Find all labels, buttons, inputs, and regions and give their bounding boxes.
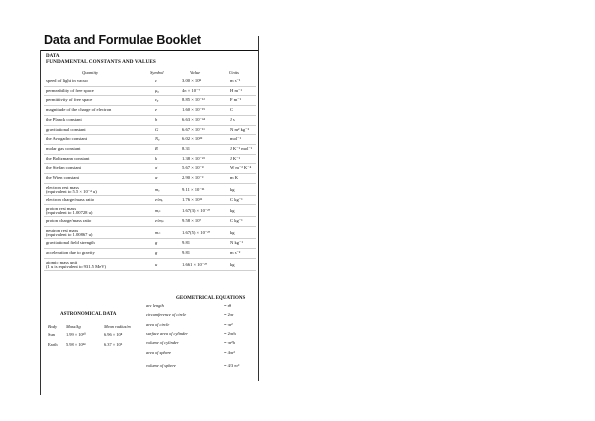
- constant-row: [44, 115, 256, 125]
- astronomical-row: [44, 342, 144, 351]
- constant-value: 4π × 10⁻⁷: [182, 87, 201, 93]
- constant-value: 9.58 × 10⁷: [182, 218, 202, 224]
- constant-row: [44, 173, 256, 183]
- constant-quantity: proton charge/mass ratio: [46, 218, 92, 224]
- constant-quantity: magnitude of the charge of electron: [46, 107, 112, 113]
- constant-symbol: Nₐ: [155, 136, 160, 142]
- constant-value: 8.31: [182, 145, 191, 151]
- constant-value: 1.67(3) × 10⁻²⁷: [182, 208, 211, 214]
- constant-quantity: speed of light in vacuo: [46, 78, 88, 83]
- constant-units: C kg⁻¹: [230, 196, 243, 202]
- constant-quantity: the Avogadro constant: [46, 136, 87, 142]
- constant-symbol: mₙ: [155, 230, 161, 236]
- constant-units: J s: [230, 116, 235, 122]
- constant-units: N kg⁻¹: [230, 240, 243, 246]
- constant-symbol: μ₀: [155, 87, 159, 93]
- column-header-units: Units: [229, 70, 239, 75]
- constant-symbol: α: [155, 175, 158, 180]
- constant-value: 9.81: [182, 240, 191, 246]
- geometrical-equation-row: [146, 331, 256, 339]
- constant-value: 1.60 × 10⁻¹⁹: [182, 107, 205, 113]
- constant-quantity: acceleration due to gravity: [46, 249, 95, 255]
- constant-quantity-note: (1 u is equivalent to 931.5 MeV): [46, 263, 107, 269]
- constant-quantity: electron rest mass: [46, 184, 79, 190]
- constant-units: W m⁻² K⁻⁴: [230, 165, 252, 171]
- astro-header-mass: Mass/kg: [66, 324, 81, 329]
- constant-symbol: e: [155, 107, 158, 113]
- constant-row: [44, 144, 256, 154]
- constant-symbol: g: [155, 249, 158, 255]
- constant-row: [44, 226, 256, 238]
- constant-symbol: c: [155, 78, 158, 83]
- constant-value: 6.63 × 10⁻³⁴: [182, 116, 205, 122]
- constant-value: 2.90 × 10⁻³: [182, 175, 204, 180]
- astro-radius: 6.96 × 10⁸: [104, 332, 123, 337]
- constant-quantity-note: (equivalent to 1.00728 u): [46, 210, 93, 216]
- constant-quantity: neutron rest mass: [46, 228, 79, 234]
- equation-name: surface area of cylinder: [146, 330, 188, 336]
- constant-value: 3.00 × 10⁸: [182, 78, 202, 83]
- astro-radius: 6.37 × 10⁶: [104, 342, 123, 347]
- page-title: Data and Formulae Booklet: [44, 33, 201, 47]
- constant-value: 6.67 × 10⁻¹¹: [182, 126, 205, 132]
- astronomical-row: [44, 332, 144, 341]
- constant-value: 8.85 × 10⁻¹²: [182, 97, 205, 103]
- constant-quantity: proton rest mass: [46, 206, 77, 212]
- astro-header-radius: Mean radius/m: [104, 324, 131, 329]
- constant-row: [44, 204, 256, 216]
- geometrical-equations-heading: GEOMETRICAL EQUATIONS: [176, 296, 246, 301]
- row-divider: [44, 270, 256, 271]
- equation-name: circumference of circle: [146, 312, 187, 318]
- constant-symbol: ε₀: [155, 97, 159, 103]
- constant-value: 1.661 × 10⁻²⁷: [182, 261, 208, 267]
- constant-units: kg: [230, 208, 235, 214]
- constant-row: [44, 216, 256, 226]
- constant-units: J K⁻¹ mol⁻¹: [230, 145, 253, 151]
- column-header-quantity: Quantity: [82, 70, 99, 75]
- geometrical-equation-row: [146, 340, 256, 348]
- constant-symbol: e/mₑ: [155, 196, 163, 202]
- column-header-symbol: Symbol: [150, 70, 164, 75]
- constant-symbol: e/mₚ: [155, 218, 164, 224]
- constant-quantity: atomic mass unit: [46, 259, 78, 265]
- constant-quantity-note: (equivalent to 1.00867 u): [46, 232, 93, 238]
- column-header-value: Value: [190, 70, 201, 75]
- constant-symbol: g: [155, 240, 158, 246]
- title-underline: [40, 50, 258, 51]
- constant-units: mol⁻¹: [230, 136, 241, 142]
- constant-row: [44, 238, 256, 248]
- constant-units: C: [230, 107, 234, 113]
- constant-symbol: R: [155, 145, 158, 151]
- page-right-border: [258, 36, 259, 381]
- constant-units: kg: [230, 230, 235, 236]
- section-heading-constants: FUNDAMENTAL CONSTANTS AND VALUES: [46, 59, 156, 65]
- astro-mass: 1.99 × 10³⁰: [66, 332, 86, 337]
- equation-name: arc length: [146, 303, 164, 308]
- constant-quantity: the Planck constant: [46, 116, 82, 122]
- page-left-border: [40, 50, 41, 395]
- constant-value: 6.02 × 10²³: [182, 136, 203, 142]
- constant-quantity: the Stefan constant: [46, 165, 81, 171]
- constant-units: m s⁻²: [230, 249, 241, 255]
- constant-row: [44, 125, 256, 135]
- astro-mass: 5.98 × 10²⁴: [66, 342, 86, 347]
- constant-value: 9.11 × 10⁻³¹: [182, 186, 205, 192]
- constant-units: kg: [230, 261, 235, 267]
- constant-value: 1.76 × 10¹¹: [182, 196, 203, 202]
- constant-row: [44, 154, 256, 164]
- constant-row: [44, 183, 256, 195]
- constant-value: 5.67 × 10⁻⁸: [182, 165, 204, 171]
- constant-value: 1.38 × 10⁻²³: [182, 155, 205, 161]
- equation-name: area of sphere: [146, 349, 172, 355]
- geometrical-equation-row: [146, 312, 256, 320]
- constant-row: [44, 248, 256, 258]
- constant-units: C kg⁻¹: [230, 218, 243, 224]
- constant-symbol: mₑ: [155, 186, 160, 192]
- geometrical-equation-row: [146, 322, 256, 330]
- equation-formula: = 2πrh: [224, 330, 236, 336]
- constant-units: m s⁻¹: [230, 78, 241, 83]
- equation-formula: = rθ: [224, 303, 232, 308]
- constant-units: m K: [230, 175, 239, 180]
- constant-quantity: electron charge/mass ratio: [46, 196, 95, 202]
- constant-row: [44, 105, 256, 115]
- constant-row: [44, 134, 256, 144]
- constant-symbol: mₚ: [155, 208, 161, 214]
- constant-quantity-note: (equivalent to 5.5 × 10⁻⁴ u): [46, 188, 97, 194]
- constant-quantity: gravitational field strength: [46, 240, 95, 246]
- constant-row: [44, 258, 256, 270]
- astronomical-data-heading: ASTRONOMICAL DATA: [60, 312, 117, 317]
- constant-units: F m⁻¹: [230, 97, 242, 103]
- equation-name: volume of sphere: [146, 362, 176, 368]
- constant-quantity: molar gas constant: [46, 145, 81, 151]
- astro-body: Sun: [48, 332, 55, 337]
- astro-header-body: Body: [48, 324, 58, 329]
- constant-symbol: σ: [155, 165, 158, 171]
- constant-units: N m² kg⁻²: [230, 126, 249, 132]
- constant-symbol: k: [155, 155, 158, 161]
- equation-formula: = πr²h: [224, 340, 235, 346]
- constant-symbol: G: [155, 126, 159, 132]
- equation-name: area of circle: [146, 321, 170, 327]
- constant-quantity: the Wien constant: [46, 175, 79, 180]
- constant-units: H m⁻¹: [230, 87, 242, 93]
- constant-row: [44, 95, 256, 105]
- equation-formula: = 4/3 πr³: [224, 362, 240, 368]
- constant-quantity: gravitational constant: [46, 126, 86, 132]
- equation-formula: = πr²: [224, 321, 233, 327]
- constant-row: [44, 76, 256, 86]
- equation-formula: = 4πr²: [224, 349, 235, 355]
- geometrical-equation-row: [146, 303, 256, 311]
- constant-quantity: permeability of free space: [46, 87, 94, 93]
- equation-name: volume of cylinder: [146, 340, 179, 346]
- constant-value: 1.67(5) × 10⁻²⁷: [182, 230, 211, 236]
- constant-row: [44, 195, 256, 205]
- constant-quantity: permittivity of free space: [46, 97, 93, 103]
- constant-units: J K⁻¹: [230, 155, 241, 161]
- constant-value: 9.81: [182, 249, 191, 255]
- constant-units: kg: [230, 186, 235, 192]
- constant-row: [44, 163, 256, 173]
- section-heading-data: DATA: [46, 54, 60, 59]
- astro-body: Earth: [48, 342, 58, 347]
- constant-symbol: h: [155, 116, 158, 122]
- equation-formula: = 2πr: [224, 312, 234, 318]
- constant-quantity: the Boltzmann constant: [46, 155, 90, 161]
- constant-row: [44, 86, 256, 96]
- constant-symbol: u: [155, 261, 158, 267]
- geometrical-equation-row: [146, 350, 256, 358]
- geometrical-equation-row: [146, 363, 256, 371]
